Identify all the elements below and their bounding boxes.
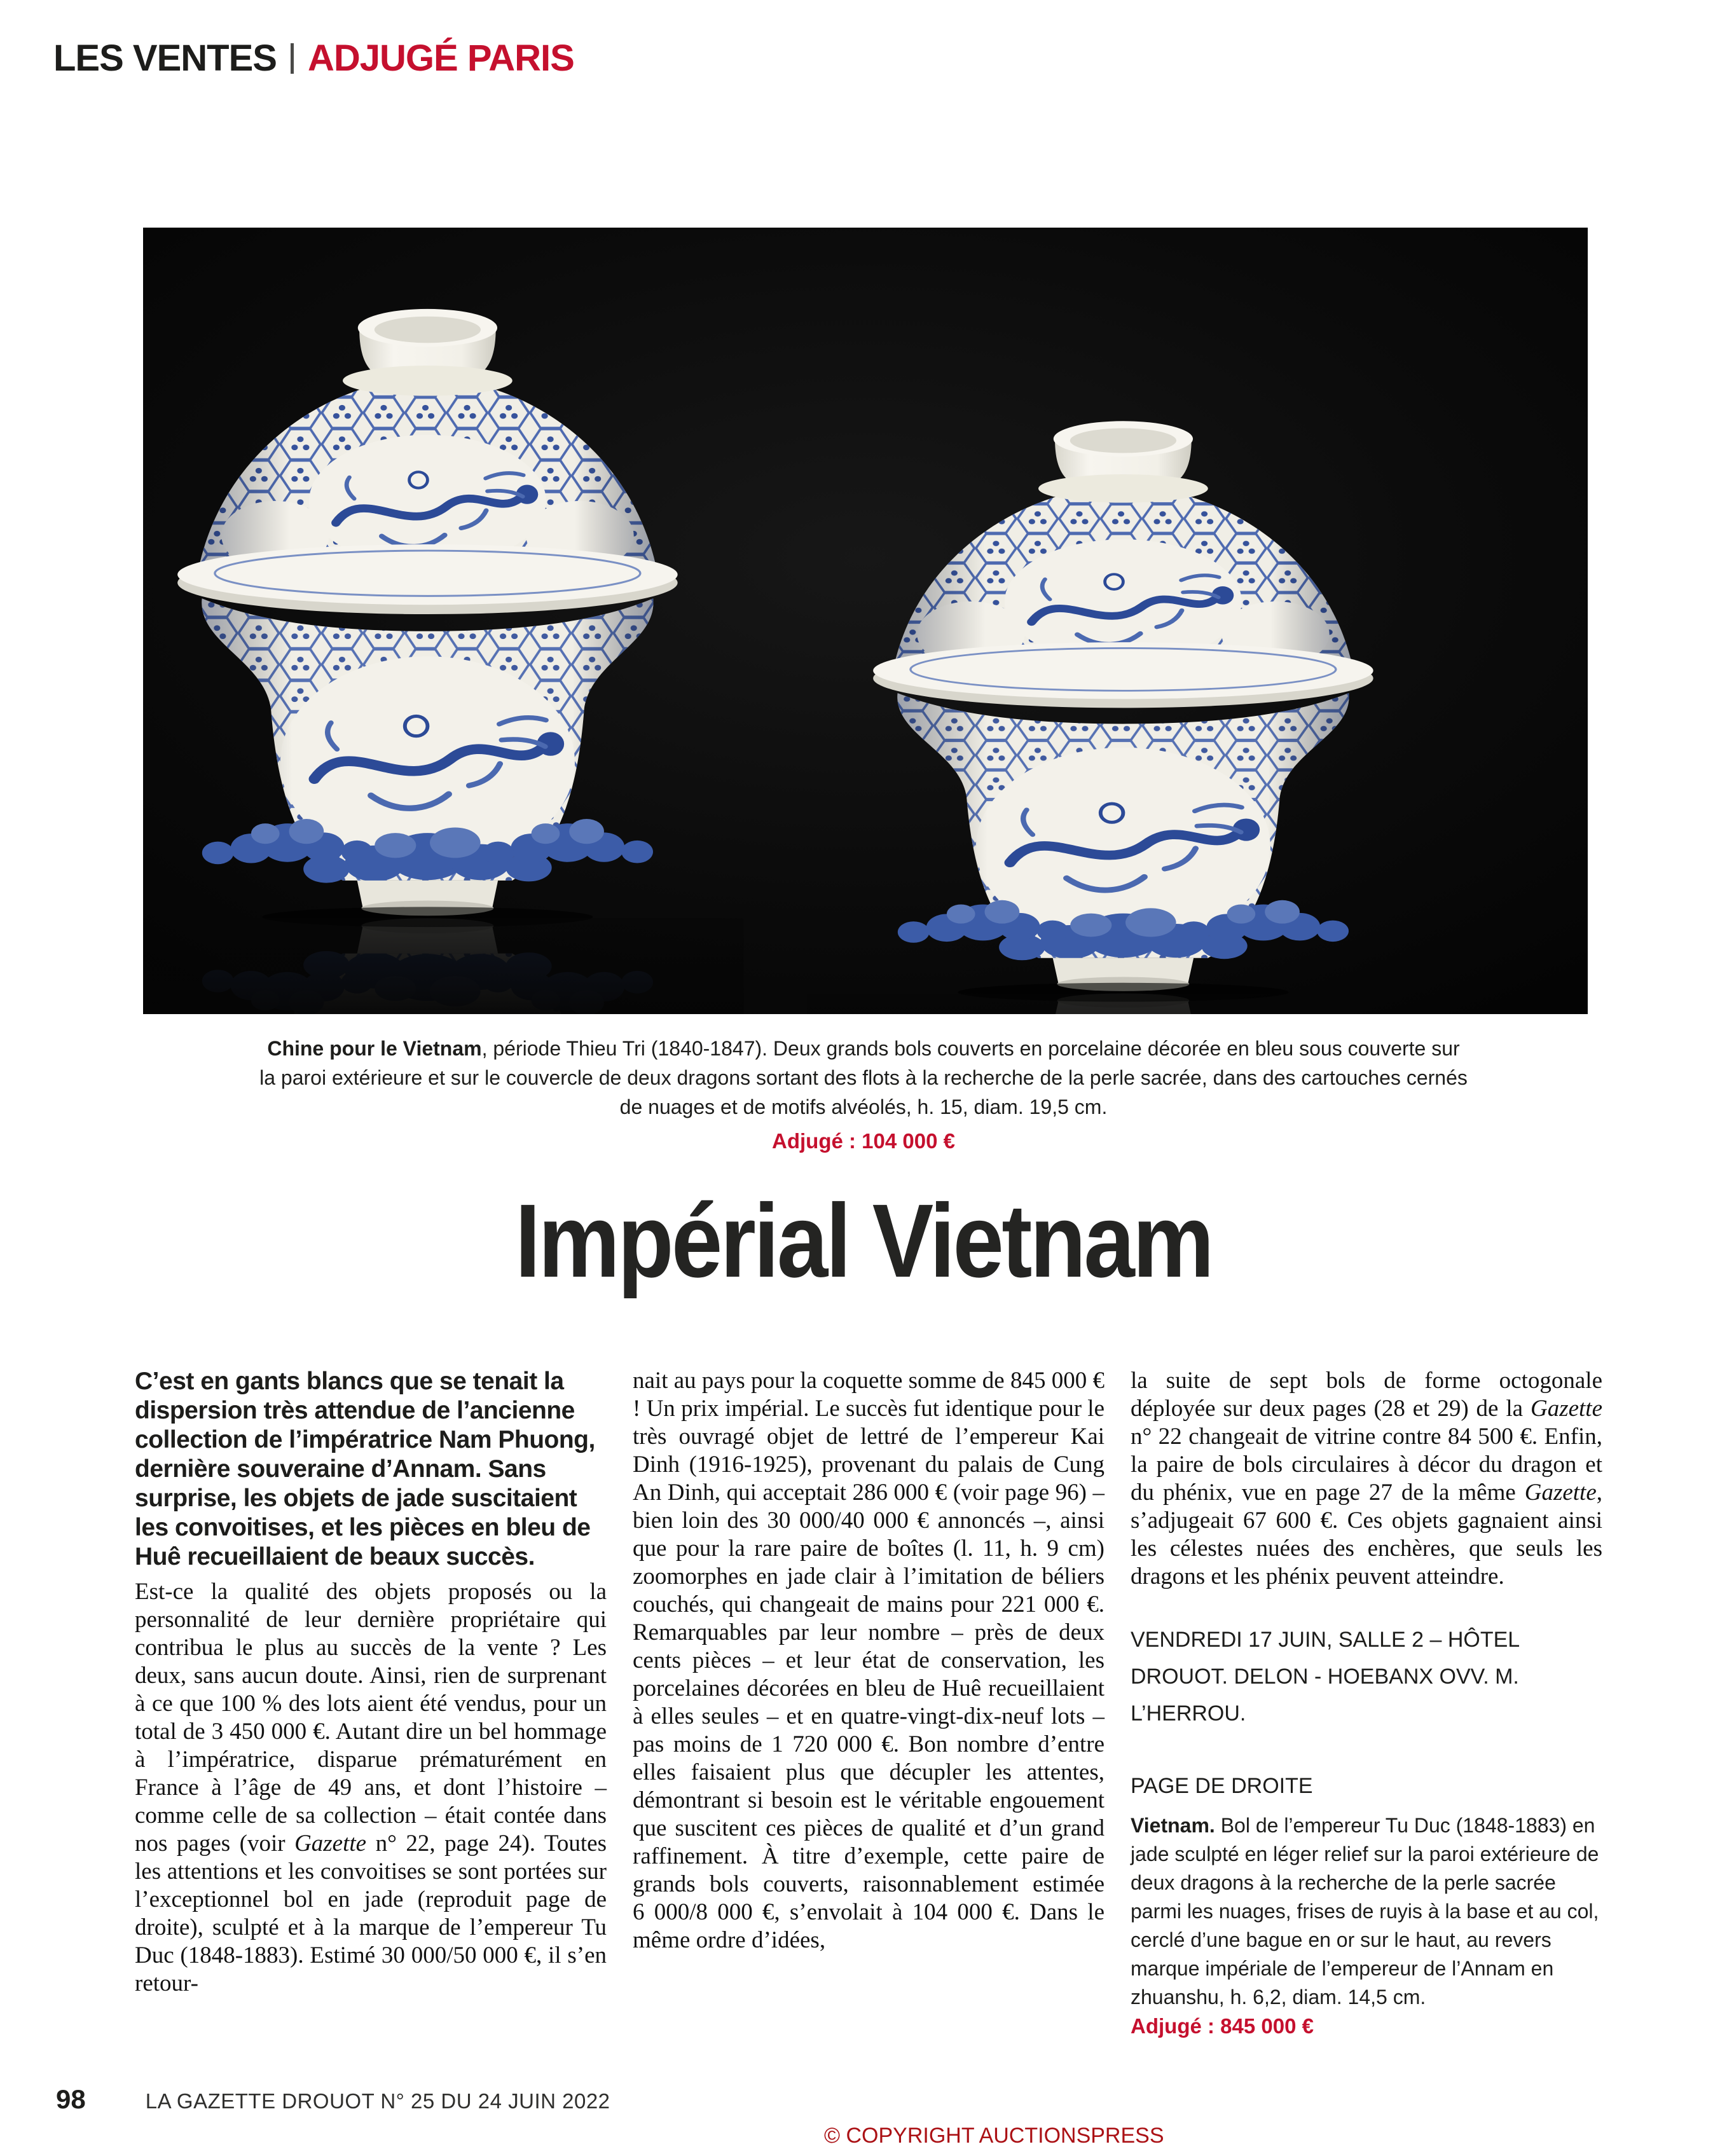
- issue-line: LA GAZETTE DROUOT N° 25 DU 24 JUIN 2022: [145, 2089, 610, 2113]
- column-1: [135, 1367, 607, 2038]
- photo-caption: [259, 1034, 1468, 1156]
- section-header: [53, 37, 574, 79]
- hammer-price-right-page: Adjugé : 845 000 €: [1131, 2014, 1314, 2038]
- col1-text-a: Est-ce la qualité des objets proposés ou la personnalité de leur dernière propriétaire qui contribua le plus au succès de la vente ? Les deux, sans aucun doute. Ainsi, rien de surprenant à ce que 100 % des lots aient été vendus, pour un total de 3 450 000 €. Autant dire un bel hommage à l’impératrice, disparue prématurément en France à l’âge de 49 ans, et dont l’histoire – comme celle de sa collection – était contée dans nos pages (voir: [135, 1579, 607, 1857]
- column-2-paragraph: nait au pays pour la coquette somme de 845 000 € ! Un prix impérial. Le succès fut identique pour le très ouvragé objet de lettré de l’empereur Kai Dinh (1916-1925), provenant du palais de Cung An Dinh, qui acceptait 286 000 € (voir page 96) – bien loin des 30 000/40 000 € annoncés –, ainsi que pour la rare paire de boîtes (l. 11, h. 9 cm) zoomorphes en jade clair à l’imitation de béliers couchés, qui changeait de mains pour 221 000 €. Remarquables par leur nombre – près de deux cents pièces – et leur état de conservation, les porcelaines décorées en bleu de Huê recueillaient à elles seules – et en quatre-vingt-dix-neuf lots – pas moins de 1 720 000 €. Bon nombre d’entre elles faisaient plus que décupler les attentes, démontrant si besoin est le véritable engouement que suscitent ces pièces de qualité et d’un grand raffinement. À titre d’exemple, cette paire de grands bols couverts, raisonnablement estimée 6 000/8 000 €, s’envolait à 104 000 €. Dans le même ordre d’idées,: [633, 1368, 1104, 1953]
- article-headline: Impérial Vietnam: [514, 1183, 1213, 1299]
- right-page-caption-lead: Vietnam.: [1131, 1814, 1215, 1837]
- sale-info: VENDREDI 17 JUIN, SALLE 2 – HÔTEL DROUOT. DELON - HOEBANX OVV. M. L’HERROU.: [1131, 1628, 1519, 1726]
- page-footer: [56, 2084, 610, 2115]
- gazette-italic-1: Gazette: [294, 1830, 367, 1857]
- gazette-italic-3: Gazette: [1524, 1480, 1597, 1506]
- caption-text: , période Thieu Tri (1840-1847). Deux grands bols couverts en porcelaine décorée en bleu sous couverte sur la paroi extérieure et sur le couvercle de deux dragons sortant des flots à la recherche de la perle sacrée, dans des cartouches cernés de nuages et de motifs alvéolés, h. 15, diam. 19,5 cm.: [259, 1037, 1468, 1118]
- col3-text-c: , s’adjugeait 67 600 €. Ces objets gagnaient ainsi les célestes nuées des enchères, que seuls les dragons et les phénix peuvent atteindre.: [1131, 1480, 1602, 1590]
- covered-bowls-illustration: [143, 228, 1588, 1014]
- col1-text-b: n° 22, page 24). Toutes les attentions et les convoitises se sont portées sur l’exceptionnel bol en jade (reproduit page de droite), sculpté et à la marque de l’empereur Tu Duc (1848-1883). Estimé 30 000/50 000 €, il s’en retour-: [135, 1830, 607, 1996]
- column-1-paragraph: [135, 1578, 607, 1998]
- subsection-label: ADJUGÉ PARIS: [307, 38, 574, 79]
- page-number: 98: [56, 2084, 86, 2114]
- lot-photo: [143, 228, 1588, 1014]
- column-3: [1131, 1367, 1602, 2038]
- section-separator: [291, 43, 294, 74]
- section-label: LES VENTES: [53, 38, 277, 79]
- copyright-line: © COPYRIGHT AUCTIONSPRESS: [824, 2124, 1164, 2148]
- article-intro: C’est en gants blancs que se tenait la dispersion très attendue de l’ancienne collection de l’impératrice Nam Phuong, dernière souveraine d’Annam. Sans surprise, les objets de jade suscitaient les convoitises, et les pièces en bleu de Huê recueillaient de beaux succès.: [135, 1368, 595, 1570]
- caption-lead: Chine pour le Vietnam: [267, 1037, 482, 1060]
- column-3-paragraph: [1131, 1367, 1602, 1591]
- right-page-caption-text: Bol de l’empereur Tu Duc (1848-1883) en jade sculpté en léger relief sur la paroi extérieure de deux dragons à la recherche de la perle sacrée parmi les nuages, frises de ruyis à la base et au col, cerclé d’une bague en or sur le haut, au revers marque impériale de l’empereur de l’Annam en zhuanshu, h. 6,2, diam. 14,5 cm.: [1131, 1814, 1599, 2008]
- hammer-price-main: Adjugé : 104 000 €: [772, 1129, 955, 1153]
- col3-text-b: n° 22 changeait de vitrine contre 84 500 €. Enfin, la paire de bols circulaires à décor du dragon et du phénix, vue en page 27 de la même: [1131, 1424, 1602, 1506]
- column-2: [633, 1367, 1104, 2038]
- right-page-caption: [1131, 1811, 1602, 2012]
- article-body: [135, 1367, 1602, 2038]
- col3-text-a: la suite de sept bols de forme octogonale déployée sur deux pages (28 et 29) de la: [1131, 1368, 1602, 1422]
- page-de-droite-label: PAGE DE DROITE: [1131, 1774, 1313, 1798]
- gazette-italic-2: Gazette: [1530, 1396, 1602, 1422]
